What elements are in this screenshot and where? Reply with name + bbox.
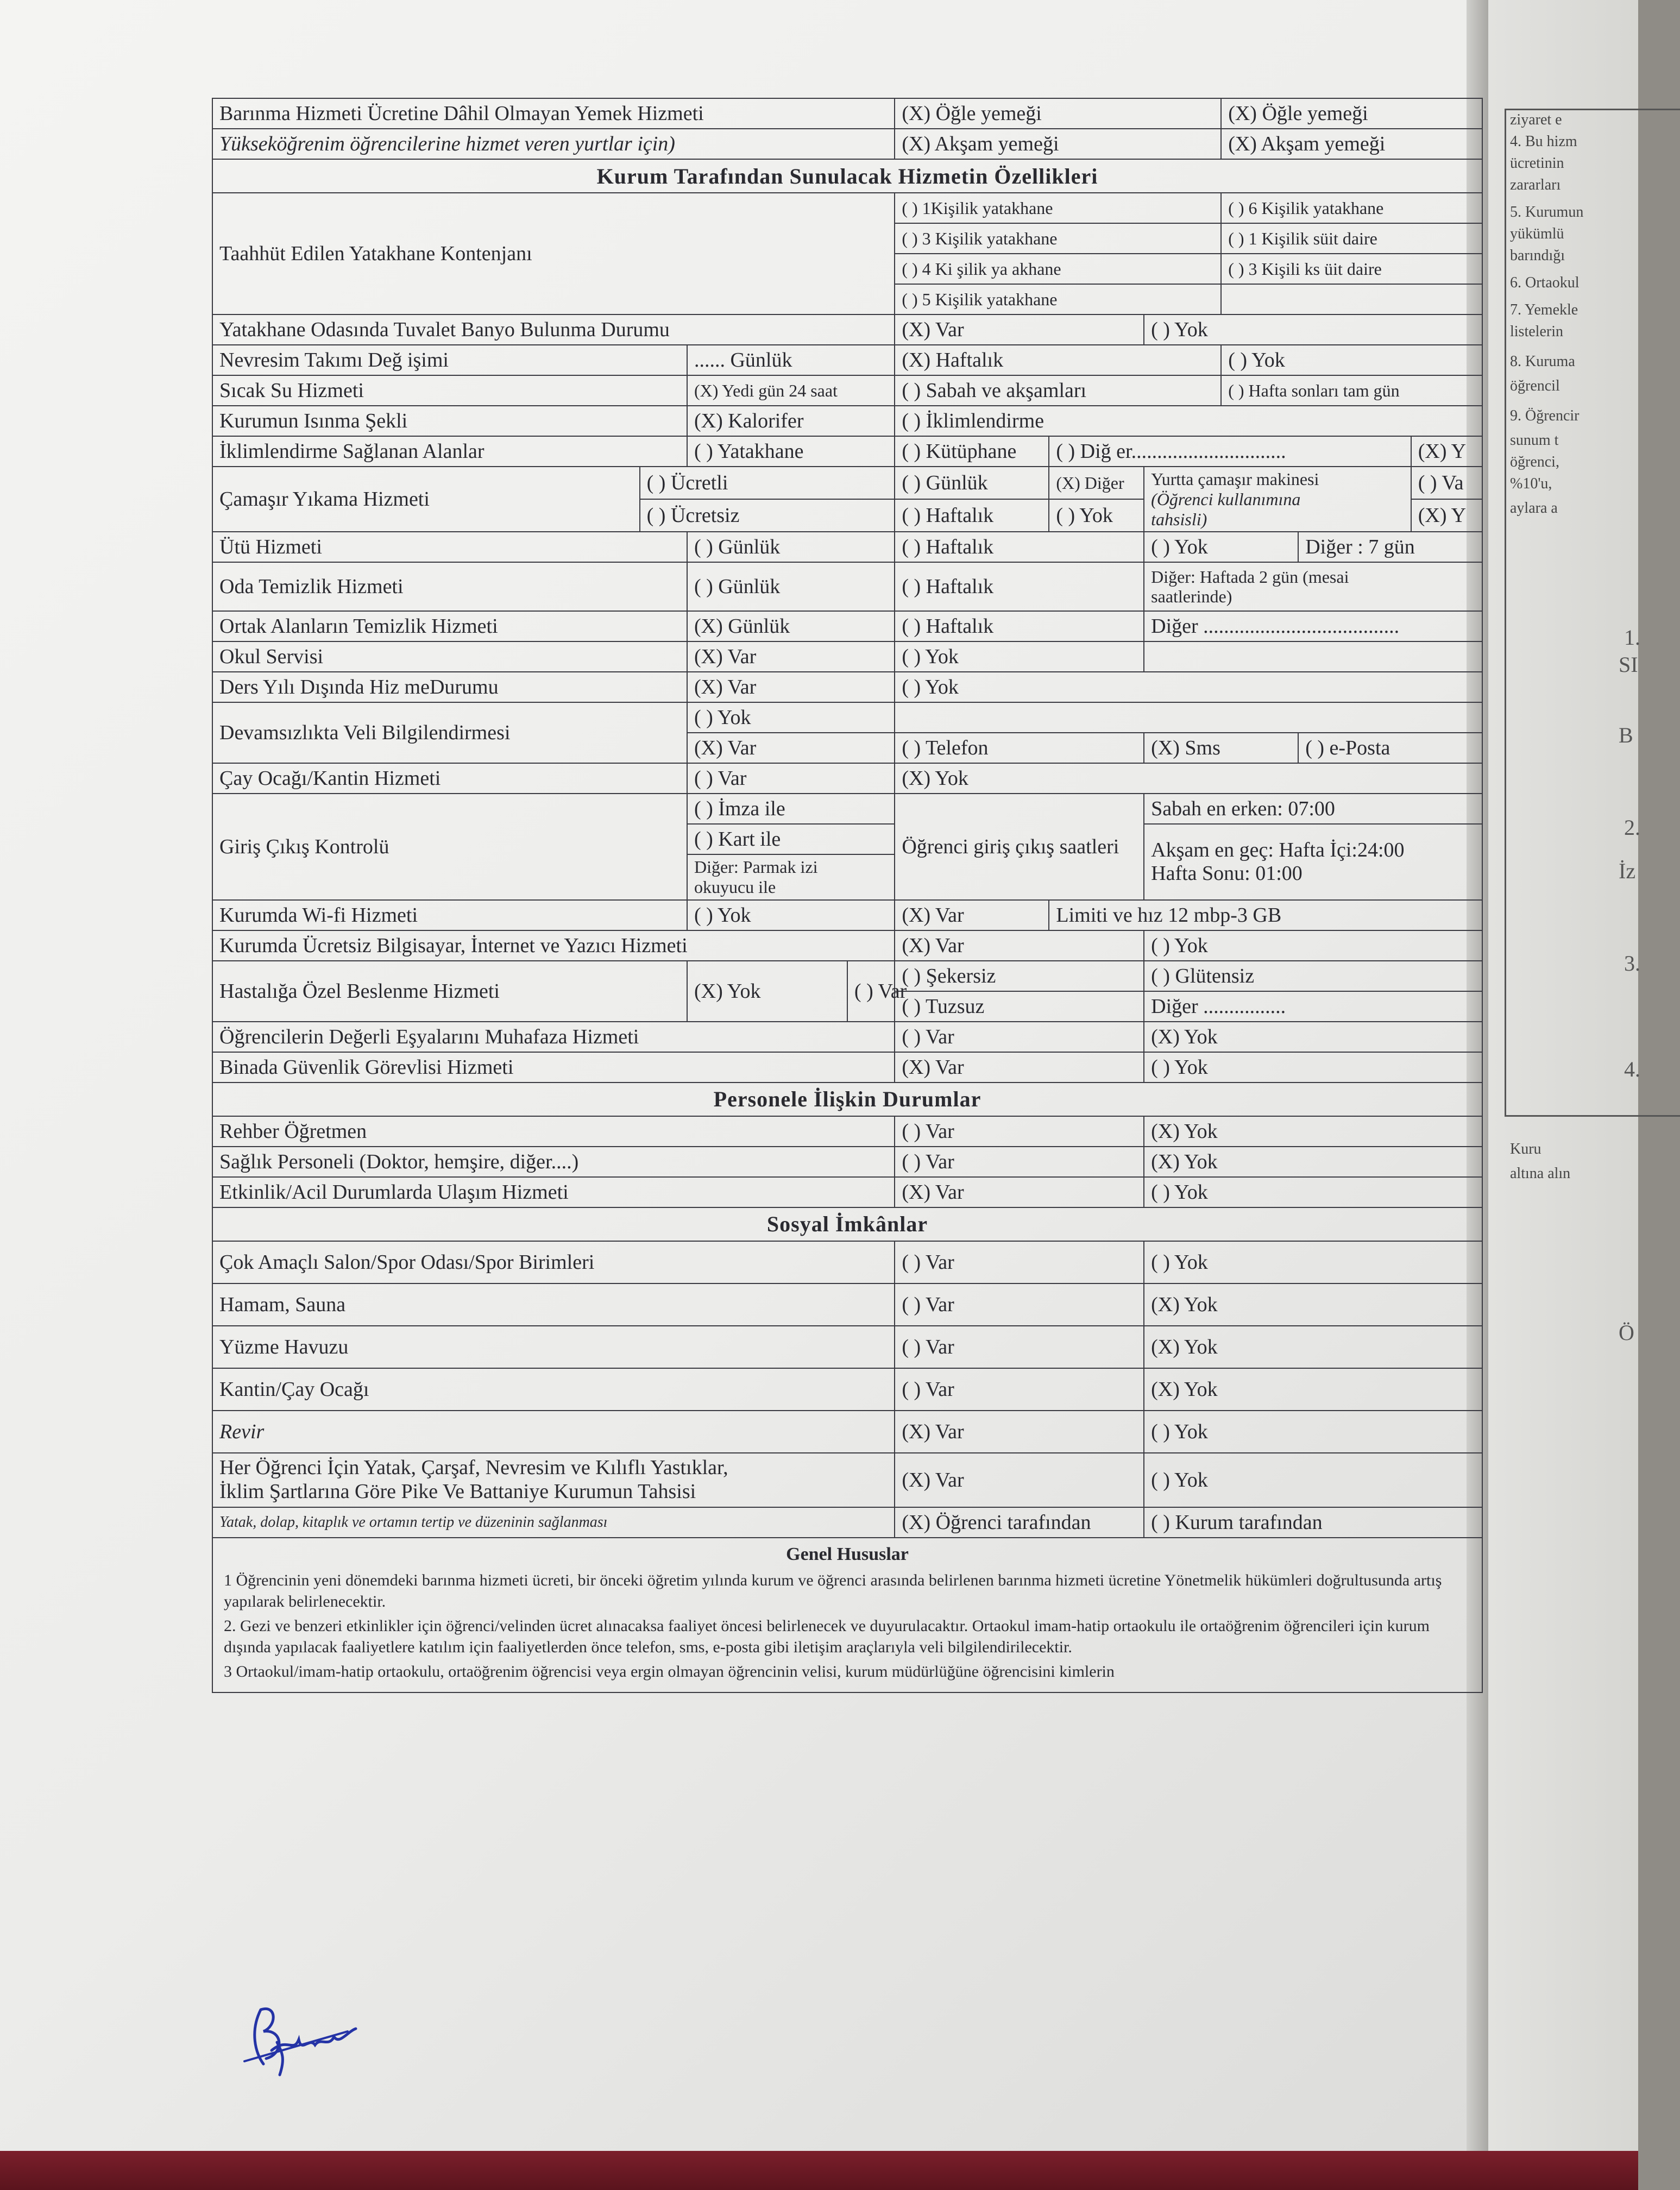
sicaksu-label: Sıcak Su Hizmeti [212,375,687,406]
rehber-label: Rehber Öğretmen [212,1116,895,1147]
nevresim-label: Nevresim Takımı Değ işimi [212,345,687,375]
beslenme-option: ( ) Şekersiz [895,961,1144,991]
yatak-option: ( ) Yok [1144,1453,1482,1507]
camasir-note-line: tahsisli) [1151,509,1207,529]
kontenjan-option: ( ) 3 Kişili ks üit daire [1221,254,1482,284]
yatak-label [212,1453,895,1507]
devam-option: ( ) e-Posta [1298,733,1482,763]
provision-item: 1 Öğrencinin yeni dönemdeki barınma hizmeti ücreti, bir önceki öğretim yılında kurum ve öğrenci arasında belirlenen barınma hizmeti ücretine Yönetmelik hükümleri doğrultusunda artış yapılarak belirlenecektir. [224,1571,1442,1611]
side-text: yükümlü [1510,225,1564,242]
section-title: Kurum Tarafından Sunulacak Hizmetin Özellikleri [212,159,1482,193]
side-text: 2. [1624,815,1640,840]
devam-option: ( ) Telefon [895,733,1144,763]
side-text: 6. Ortaokul [1510,274,1580,291]
kontenjan-label: Taahhüt Edilen Yatakhane Kontenjanı [212,193,895,314]
beslenme-option: (X) Yok [687,961,847,1022]
side-text: öğrenci, [1510,454,1559,470]
salon-option: ( ) Var [895,1241,1144,1283]
rehber-option: ( ) Var [895,1116,1144,1147]
dersyili-option: (X) Var [687,672,895,702]
ortaktemiz-option: ( ) Haftalık [895,611,1144,641]
revir-label: Revir [212,1411,895,1453]
havuz-option: ( ) Var [895,1326,1144,1368]
rehber-option: (X) Yok [1144,1116,1482,1147]
utu-label: Ütü Hizmeti [212,532,687,562]
iklim-option: ( ) Diğ er.............................. [1049,436,1411,467]
camasir-option: ( ) Günlük [895,467,1049,499]
side-text: 8. Kuruma [1510,353,1575,370]
side-text: aylara a [1510,500,1558,517]
nevresim-gunluk: ...... Günlük [687,345,895,375]
giris-diger-line: okuyucu ile [694,877,776,897]
side-text: 4. Bu hizm [1510,133,1577,150]
utu-option: ( ) Haftalık [895,532,1144,562]
degerli-option: ( ) Var [895,1022,1144,1052]
beslenme-option: Diğer ................ [1144,991,1482,1022]
devam-label: Devamsızlıkta Veli Bilgilendirmesi [212,702,687,763]
ortaktemiz-option: Diğer ...................................... [1144,611,1482,641]
section-title: Personele İlişkin Durumlar [212,1083,1482,1116]
table-surface [0,2151,1638,2190]
beslenme-option: ( ) Var [847,961,895,1022]
side-text: barındığı [1510,247,1565,264]
devam-option: (X) Sms [1144,733,1298,763]
bilgisayar-option: ( ) Yok [1144,930,1482,961]
kantin-option: ( ) Var [895,1368,1144,1411]
sicaksu-option: ( ) Sabah ve akşamları [895,375,1221,406]
odatemiz-diger [1144,562,1482,611]
isinma-option: ( ) İklimlendirme [895,406,1482,436]
beslenme-label: Hastalığa Özel Beslenme Hizmeti [212,961,687,1022]
side-text: B [1619,723,1633,747]
meal-label-line1: Barınma Hizmeti Ücretine Dâhil Olmayan Yemek Hizmeti [219,102,704,125]
ortaktemiz-option: (X) Günlük [687,611,895,641]
guvenlik-option: ( ) Yok [1144,1052,1482,1083]
wifi-option: ( ) Yok [687,900,895,930]
okul-empty [1144,641,1482,672]
havuz-option: (X) Yok [1144,1326,1482,1368]
kontenjan-option: ( ) 3 Kişilik yatakhane [895,223,1221,254]
hamam-option: (X) Yok [1144,1283,1482,1326]
camasir-label: Çamaşır Yıkama Hizmeti [212,467,640,532]
side-text: 3. [1624,951,1640,976]
devam-option: ( ) Yok [687,702,895,733]
row-meal [212,98,1482,129]
havuz-label: Yüzme Havuzu [212,1326,895,1368]
giris-label: Giriş Çıkış Kontrolü [212,794,687,900]
giris-aksam [1144,824,1482,900]
isinma-label: Kurumun Isınma Şekli [212,406,687,436]
iklim-option: ( ) Kütüphane [895,436,1049,467]
beslenme-option: ( ) Glütensiz [1144,961,1482,991]
etkinlik-option: (X) Var [895,1177,1144,1207]
meal-option: (X) Akşam yemeği [895,129,1221,159]
side-text: 9. Öğrencir [1510,407,1580,424]
tuvalet-var: (X) Var [895,314,1144,345]
nevresim-yok: ( ) Yok [1221,345,1482,375]
etkinlik-label: Etkinlik/Acil Durumlarda Ulaşım Hizmeti [212,1177,895,1207]
iklim-option: ( ) Yatakhane [687,436,895,467]
side-text: Kuru [1510,1141,1541,1157]
wifi-label: Kurumda Wi-fi Hizmeti [212,900,687,930]
saglik-option: (X) Yok [1144,1147,1482,1177]
guvenlik-option: (X) Var [895,1052,1144,1083]
giris-aksam-line: Hafta Sonu: 01:00 [1151,862,1303,885]
camasir-note [1144,467,1411,532]
devam-option: (X) Var [687,733,895,763]
side-text: ücretinin [1510,155,1564,172]
provision-item: 2. Gezi ve benzeri etkinlikler için öğrenci/velinden ücret alınacaksa faaliyet öncesi belirlenecek ve duyurulacaktır. Ortaokul imam-hatip ortaokulu ile ortaöğrenim öğrencileri için kurum dışında yapılacak faaliyetlere katılım için faaliyetlerden önce telefon, sms, e-posta gibi iletişim araçlarıyla veli bilgilendirilecektir. [224,1617,1430,1657]
saglik-label: Sağlık Personeli (Doktor, hemşire, diğer....) [212,1147,895,1177]
side-text: %10'u, [1510,475,1552,492]
hamam-option: ( ) Var [895,1283,1144,1326]
general-provisions [212,1538,1483,1693]
dolap-option: (X) Öğrenci tarafından [895,1507,1144,1538]
sicaksu-option: (X) Yedi gün 24 saat [687,375,895,406]
meal-label-line2: Yükseköğrenim öğrencilerine hizmet veren yurtlar için) [212,129,895,159]
yatak-option: (X) Var [895,1453,1144,1507]
kontenjan-option: ( ) 1Kişilik yatakhane [895,193,1221,223]
giris-saatler-label: Öğrenci giriş çıkış saatleri [895,794,1144,900]
side-text: ziyaret e [1510,111,1562,128]
side-text: altına alın [1510,1165,1571,1182]
ortaktemiz-label: Ortak Alanların Temizlik Hizmeti [212,611,687,641]
giris-aksam-line: Akşam en geç: Hafta İçi:24:00 [1151,838,1405,861]
iklim-label: İklimlendirme Sağlanan Alanlar [212,436,687,467]
salon-label: Çok Amaçlı Salon/Spor Odası/Spor Birimleri [212,1241,895,1283]
meal-option: (X) Akşam yemeği [1221,129,1482,159]
provision-item: 3 Ortaokul/imam-hatip ortaokulu, ortaöğrenim öğrencisi veya ergin olmayan öğrencinin velisi, kurum müdürlüğüne öğrencisini kimlerin [224,1663,1115,1681]
side-text: zararları [1510,177,1561,193]
odatemiz-option: ( ) Günlük [687,562,895,611]
odatemiz-diger-line: saatlerinde) [1151,587,1232,607]
giris-diger-line: Diğer: Parmak izi [694,857,818,877]
degerli-label: Öğrencilerin Değerli Eşyalarını Muhafaza Hizmeti [212,1022,895,1052]
dolap-label: Yatak, dolap, kitaplık ve ortamın tertip ve düzeninin sağlanması [212,1507,895,1538]
giris-option: ( ) Kart ile [687,824,895,854]
side-text: 4. [1624,1057,1640,1081]
meal-option: (X) Öğle yemeği [895,98,1221,129]
adjacent-page [1488,0,1638,2190]
guvenlik-label: Binada Güvenlik Görevlisi Hizmeti [212,1052,895,1083]
form-table [212,98,1483,1693]
hamam-label: Hamam, Sauna [212,1283,895,1326]
camasir-option: ( ) Yok [1049,499,1144,532]
okul-label: Okul Servisi [212,641,687,672]
meal-label [212,98,895,129]
cay-label: Çay Ocağı/Kantin Hizmeti [212,763,687,794]
kantin-option: (X) Yok [1144,1368,1482,1411]
revir-option: (X) Var [895,1411,1144,1453]
dersyili-option: ( ) Yok [895,672,1482,702]
section-title: Sosyal İmkânlar [212,1207,1482,1241]
giris-diger [687,854,895,900]
dersyili-label: Ders Yılı Dışında Hiz meDurumu [212,672,687,702]
kontenjan-option: ( ) 6 Kişilik yatakhane [1221,193,1482,223]
tuvalet-label: Yatakhane Odasında Tuvalet Banyo Bulunma Durumu [212,314,895,345]
iklim-option: (X) Y [1411,436,1482,467]
degerli-option: (X) Yok [1144,1022,1482,1052]
signature [239,1999,413,2086]
kantin-label: Kantin/Çay Ocağı [212,1368,895,1411]
utu-option: ( ) Günlük [687,532,895,562]
side-text: 1. [1624,625,1640,650]
camasir-note-line: Yurtta çamaşır makinesi [1151,469,1319,489]
side-text: Ö [1619,1320,1634,1345]
side-text: sunum t [1510,432,1559,449]
kontenjan-option: ( ) 1 Kişilik süit daire [1221,223,1482,254]
cay-option: (X) Yok [895,763,1482,794]
side-text: 7. Yemekle [1510,301,1578,318]
wifi-limit: Limiti ve hız 12 mbp-3 GB [1049,900,1482,930]
general-provisions-title: Genel Hususlar [786,1544,909,1564]
odatemiz-label: Oda Temizlik Hizmeti [212,562,687,611]
tuvalet-yok: ( ) Yok [1144,314,1482,345]
kontenjan-option: ( ) 5 Kişilik yatakhane [895,284,1221,314]
yatak-label-line: Her Öğrenci İçin Yatak, Çarşaf, Nevresim ve Kılıflı Yastıklar, [219,1456,728,1480]
utu-option: Diğer : 7 gün [1298,532,1482,562]
side-text: SI [1619,652,1638,677]
bilgisayar-option: (X) Var [895,930,1144,961]
side-text: İz [1619,859,1636,883]
row-meal-2 [212,129,1482,159]
giris-option: ( ) İmza ile [687,794,895,824]
side-text: öğrencil [1510,377,1560,394]
devam-empty [895,702,1482,733]
camasir-note-line: (Öğrenci kullanımına [1151,489,1301,509]
side-text: 5. Kurumun [1510,204,1584,221]
utu-option: ( ) Yok [1144,532,1298,562]
yatak-label-line: İklim Şartlarına Göre Pike Ve Battaniye Kurumun Tahsisi [219,1480,696,1503]
camasir-option: ( ) Va [1411,467,1482,499]
okul-option: ( ) Yok [895,641,1144,672]
okul-option: (X) Var [687,641,895,672]
nevresim-haftalik: (X) Haftalık [895,345,1221,375]
side-text: listelerin [1510,323,1563,340]
etkinlik-option: ( ) Yok [1144,1177,1482,1207]
sicaksu-option: ( ) Hafta sonları tam gün [1221,375,1482,406]
cay-option: ( ) Var [687,763,895,794]
odatemiz-diger-line: Diğer: Haftada 2 gün (mesai [1151,567,1349,587]
camasir-option: (X) Diğer [1049,467,1144,499]
meal-option: (X) Öğle yemeği [1221,98,1482,129]
camasir-option: ( ) Ücretli [640,467,895,499]
camasir-option: ( ) Ücretsiz [640,499,895,532]
bilgisayar-label: Kurumda Ücretsiz Bilgisayar, İnternet ve Yazıcı Hizmeti [212,930,895,961]
camasir-option: ( ) Haftalık [895,499,1049,532]
saglik-option: ( ) Var [895,1147,1144,1177]
wifi-option: (X) Var [895,900,1049,930]
isinma-option: (X) Kalorifer [687,406,895,436]
giris-sabah: Sabah en erken: 07:00 [1144,794,1482,824]
camasir-option: (X) Y [1411,499,1482,532]
revir-option: ( ) Yok [1144,1411,1482,1453]
salon-option: ( ) Yok [1144,1241,1482,1283]
odatemiz-option: ( ) Haftalık [895,562,1144,611]
dolap-option: ( ) Kurum tarafından [1144,1507,1482,1538]
kontenjan-empty [1221,284,1482,314]
beslenme-option: ( ) Tuzsuz [895,991,1144,1022]
kontenjan-option: ( ) 4 Ki şilik ya akhane [895,254,1221,284]
